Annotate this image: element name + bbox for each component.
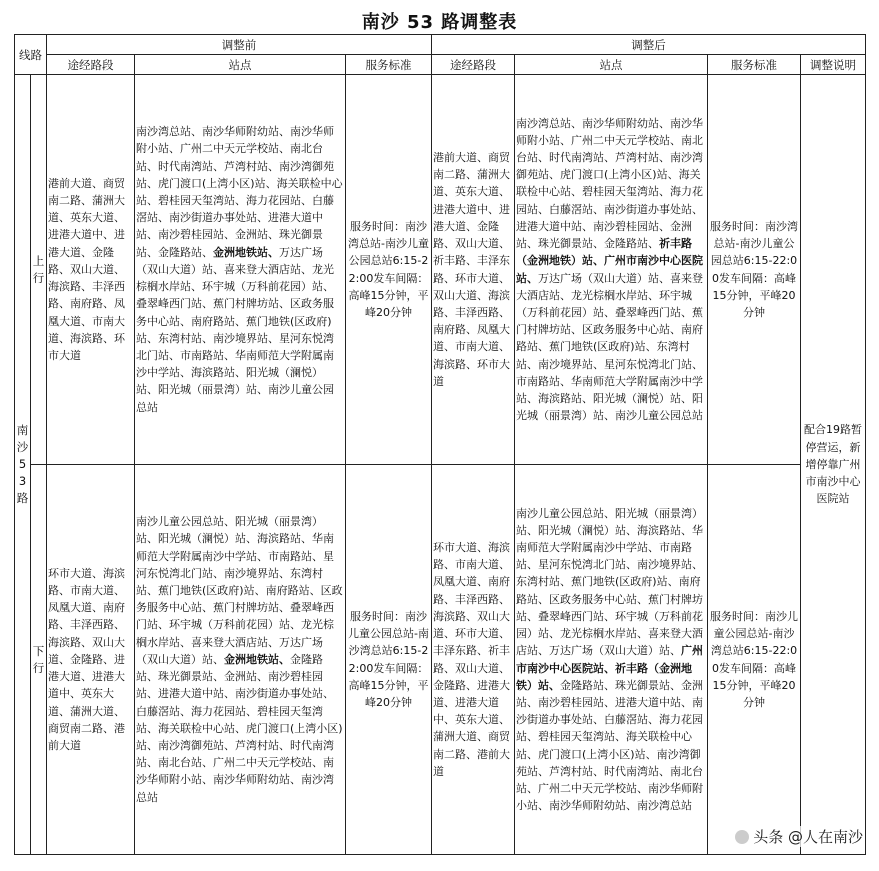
- direction-down: 下行: [31, 465, 47, 855]
- header-before-stops: 站点: [135, 55, 346, 75]
- direction-up: 上行: [31, 75, 47, 465]
- stops-highlight: 广州市南沙中心医院站、祈丰路（金洲地铁）站、: [516, 644, 703, 692]
- up-after-route: 港前大道、商贸南二路、蒲洲大道、英东大道、进港大道中、进港大道、金隆路、双山大道、祈丰路、丰泽东路、环市大道、双山大道、海滨路、丰泽西路、南府路、凤凰大道、市南大道、海滨路、环市大道: [432, 75, 515, 465]
- header-line: 线路: [15, 35, 47, 75]
- header-after-route: 途经路段: [432, 55, 515, 75]
- stops-text: 金隆路站、珠光御景站、金洲站、南沙碧桂园站、进港大道中站、南沙街道办事处站、白藤滘站、海力花园站、碧桂园天玺湾站、海关联检中心站、虎门渡口(上湾小区)站、南沙湾御苑站、芦湾村站、时代南湾站、南北台站、广州二中天元学校站、南沙华师附小站、南沙华师附幼站、南沙湾总站: [516, 678, 703, 813]
- up-after-stops: [515, 75, 708, 465]
- line-name: 南沙53路: [15, 75, 31, 855]
- stops-text: 南沙湾总站、南沙华师附幼站、南沙华师附小站、广州二中天元学校站、南北台站、时代南湾站、芦湾村站、南沙湾御苑站、虎门渡口(上湾小区)站、海关联检中心站、碧桂园天玺湾站、海力花园站、白藤滘站、南沙街道办事处站、进港大道中站、南沙碧桂园站、金洲站、珠光御景站、金隆路站、: [136, 125, 343, 259]
- down-before-route: 环市大道、海滨路、市南大道、凤凰大道、南府路、丰泽西路、海滨路、双山大道、金隆路、进港大道、进港大道中、英东大道、蒲洲大道、商贸南二路、港前大道: [47, 465, 135, 855]
- watermark-logo-icon: [735, 830, 749, 844]
- stops-highlight: 金洲地铁站、: [224, 652, 290, 666]
- header-before-route: 途经路段: [47, 55, 135, 75]
- stops-text: 南沙儿童公园总站、阳光城（丽景湾）站、阳光城（澜悦）站、海滨路站、华南师范大学附属南沙中学站、市南路站、星河东悦湾北门站、南沙境界站、东湾村站、蕉门地铁(区政府)站、南府路站、区政务服务中心站、蕉门村牌坊站、叠翠峰西门站、环宇城（万科前花园）站、龙光棕榈水岸站、喜来登大酒店站、万达广场（双山大道）站、: [136, 515, 343, 666]
- down-after-stops: [515, 465, 708, 855]
- up-after-service: 服务时间：南沙湾总站-南沙儿童公园总站6:15-22:00发车间隔：高峰15分钟，平峰20分钟: [708, 75, 801, 465]
- up-before-route: 港前大道、商贸南二路、蒲洲大道、英东大道、进港大道中、进港大道、金隆路、双山大道、海滨路、丰泽西路、南府路、凤凰大道、市南大道、海滨路、环市大道: [47, 75, 135, 465]
- down-after-route: 环市大道、海滨路、市南大道、凤凰大道、南府路、丰泽西路、海滨路、双山大道、环市大道、丰泽东路、祈丰路、双山大道、金隆路、进港大道、进港大道中、英东大道、蒲洲大道、商贸南二路、港前大道: [432, 465, 515, 855]
- stops-text: 万达广场（双山大道）站、喜来登大酒店站、龙光棕榈水岸站、环宇城（万科前花园）站、叠翠峰西门站、蕉门村牌坊站、区政务服务中心站、南府路站、蕉门地铁(区政府)站、东湾村站、南沙境界站、星河东悦湾北门站、市南路站、华南师范大学附属南沙中学站、海滨路站、阳光城（澜悦）站、阳光城（丽景湾）站、南沙儿童公园总站: [516, 271, 703, 423]
- page-title: 南沙 53 路调整表: [361, 12, 518, 33]
- stops-text: 金隆路站、珠光御景站、金洲站、南沙碧桂园站、进港大道中站、南沙街道办事处站、白藤滘站、海力花园站、碧桂园天玺湾站、海关联检中心站、虎门渡口(上湾小区)站、南沙湾御苑站、芦湾村站、时代南湾站、南北台站、广州二中天元学校站、南沙华师附小站、南沙华师附幼站、南沙湾总站: [136, 652, 343, 804]
- header-after-stops: 站点: [515, 55, 708, 75]
- down-before-stops: [135, 465, 346, 855]
- stops-text: 南沙湾总站、南沙华师附幼站、南沙华师附小站、广州二中天元学校站、南北台站、时代南湾站、芦湾村站、南沙湾御苑站、虎门渡口(上湾小区)站、海关联检中心站、碧桂园天玺湾站、海力花园站、白藤滘站、南沙街道办事处站、进港大道中站、南沙碧桂园站、金洲站、珠光御景站、金隆路站、: [516, 116, 703, 251]
- stops-text: 万达广场（双山大道）站、喜来登大酒店站、龙光棕榈水岸站、环宇城（万科前花园）站、叠翠峰西门站、蕉门村牌坊站、区政务服务中心站、南府路站、蕉门地铁(区政府)站、东湾村站、南沙境界站、星河东悦湾北门站、市南路站、华南师范大学附属南沙中学站、海滨路站、阳光城（澜悦）站、阳光城（丽景湾）站、南沙儿童公园总站: [136, 245, 334, 414]
- stops-highlight: 金洲地铁站、: [213, 245, 279, 259]
- header-note: 调整说明: [801, 55, 866, 75]
- header-before: 调整前: [47, 35, 432, 55]
- adjustment-note: 配合19路暂停营运，新增停靠广州市南沙中心医院站: [801, 75, 866, 855]
- adjustment-table: [14, 34, 866, 855]
- watermark-text: 头条 @人在南沙: [753, 828, 863, 846]
- down-before-service: 服务时间：南沙儿童公园总站-南沙湾总站6:15-22:00发车间隔：高峰15分钟，平峰20分钟: [346, 465, 432, 855]
- down-after-service: 服务时间：南沙儿童公园总站-南沙湾总站6:15-22:00发车间隔：高峰15分钟，平峰20分钟: [708, 465, 801, 855]
- stops-highlight: 祈丰路（金洲地铁）站、广州市南沙中心医院站、: [516, 237, 703, 285]
- header-after-service: 服务标准: [708, 55, 801, 75]
- watermark: [733, 826, 865, 847]
- stops-text: 南沙儿童公园总站、阳光城（丽景湾）站、阳光城（澜悦）站、海滨路站、华南师范大学附属南沙中学站、市南路站、星河东悦湾北门站、南沙境界站、东湾村站、蕉门地铁(区政府)站、南府路站、区政务服务中心站、蕉门村牌坊站、叠翠峰西门站、环宇城（万科前花园）站、龙光棕榈水岸站、喜来登大酒店站、万达广场（双山大道）站、: [516, 506, 703, 658]
- header-before-service: 服务标准: [346, 55, 432, 75]
- header-after: 调整后: [432, 35, 866, 55]
- up-before-stops: [135, 75, 346, 465]
- up-before-service: 服务时间：南沙湾总站-南沙儿童公园总站6:15-22:00发车间隔：高峰15分钟，平峰20分钟: [346, 75, 432, 465]
